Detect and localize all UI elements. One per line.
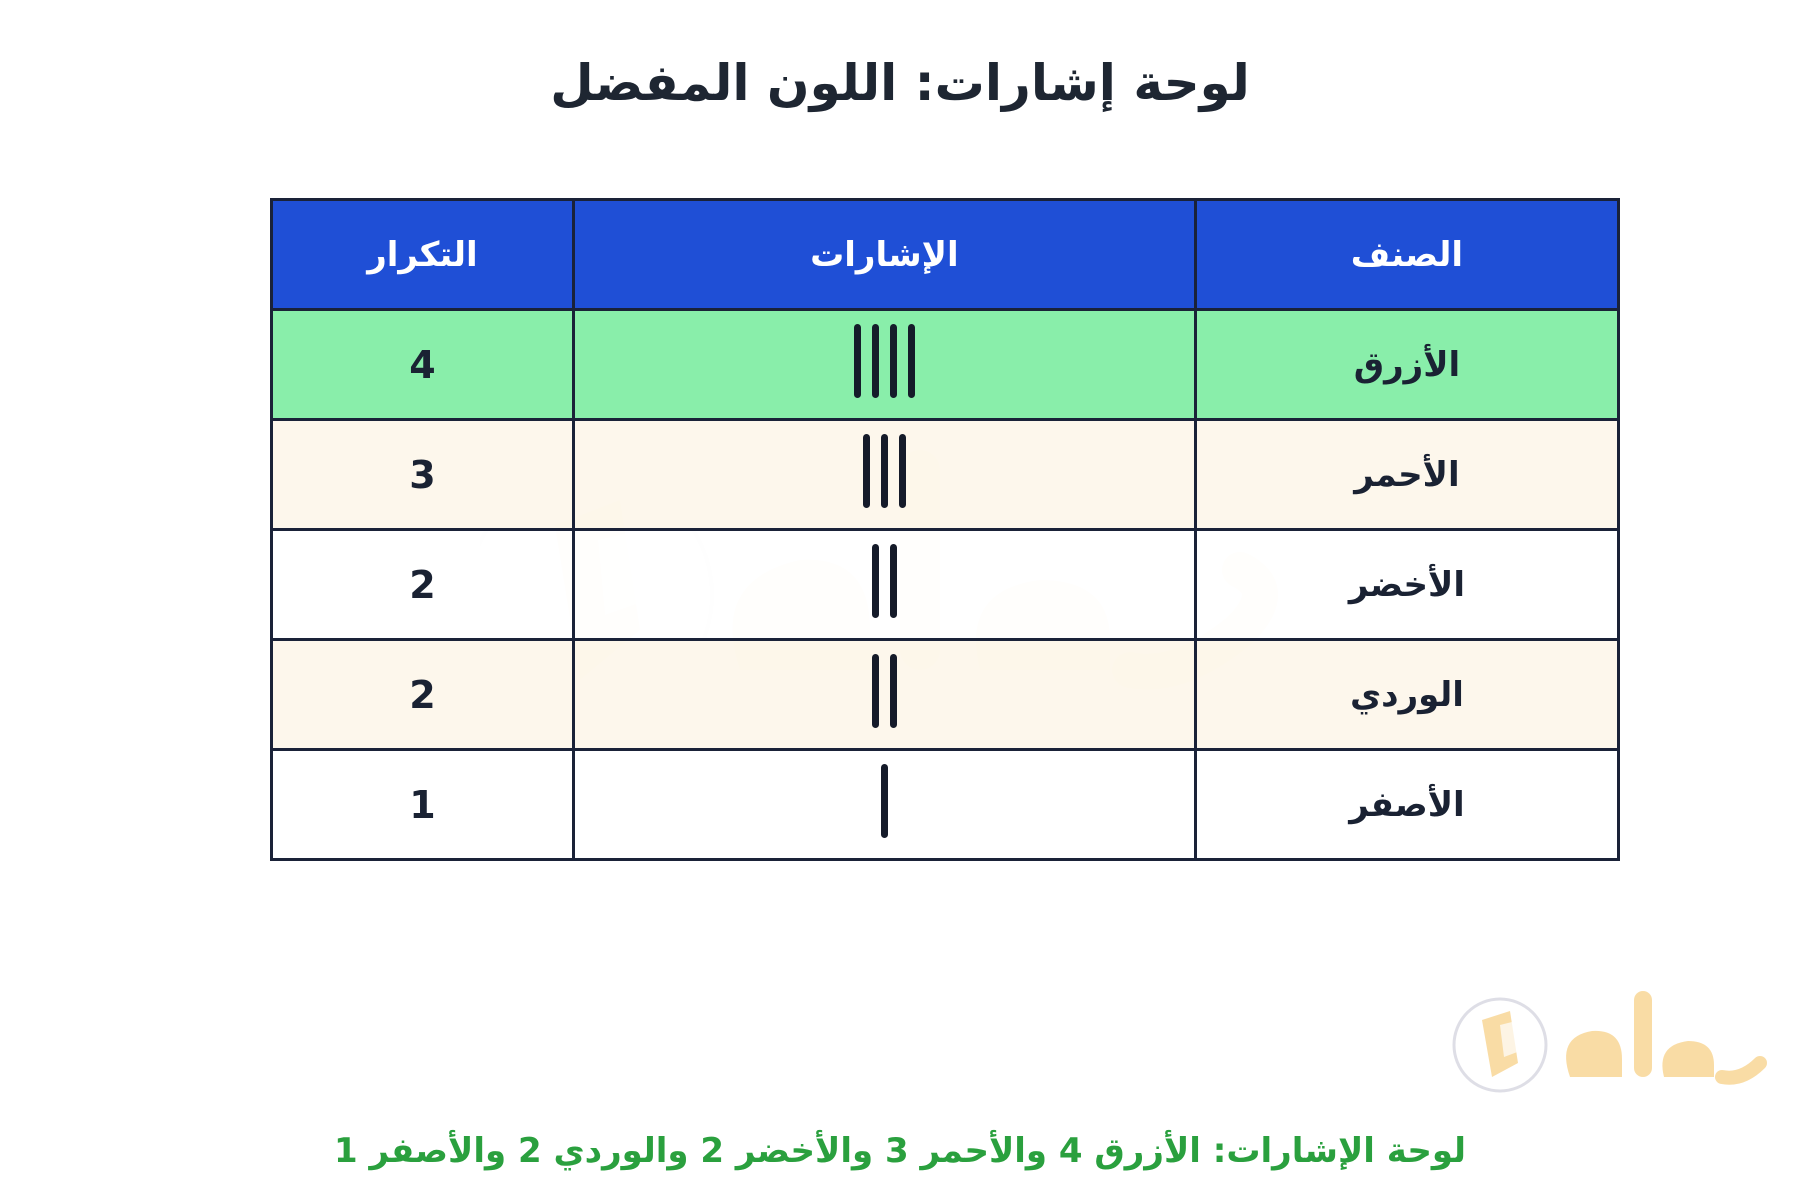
tally-marks [872,543,897,619]
tally-marks [881,763,888,839]
frequency-cell: 2 [272,640,574,750]
tally-mark [908,324,915,398]
table-row [272,530,1619,640]
tally-cell [573,640,1195,750]
tally-mark [881,434,888,508]
table-header-row [272,200,1619,310]
tally-cell [573,750,1195,860]
tally-mark [872,324,879,398]
tally-mark [890,324,897,398]
category-cell: الأصفر [1195,750,1618,860]
tally-mark [881,764,888,838]
header-tally: الإشارات [573,200,1195,310]
tally-mark [890,544,897,618]
summary-text: لوحة الإشارات: الأزرق 4 والأحمر 3 والأخضر 2 والوردي 2 والأصفر 1 [334,1131,1466,1171]
category-cell: الأحمر [1195,420,1618,530]
tally-mark [872,654,879,728]
category-cell: الأزرق [1195,310,1618,420]
table-row [272,750,1619,860]
tally-cell [573,310,1195,420]
frequency-cell: 4 [272,310,574,420]
tally-marks [872,653,897,729]
tally-mark [854,324,861,398]
corner-logo-icon [1452,985,1772,1100]
tally-mark [863,434,870,508]
frequency-cell: 2 [272,530,574,640]
category-cell: الوردي [1195,640,1618,750]
tally-cell [573,530,1195,640]
tally-marks [854,323,915,399]
header-category: الصنف [1195,200,1618,310]
page-title: لوحة إشارات: اللون المفضل [550,54,1250,112]
frequency-cell: 1 [272,750,574,860]
frequency-cell: 3 [272,420,574,530]
tally-mark [899,434,906,508]
header-frequency: التكرار [272,200,574,310]
table-row [272,420,1619,530]
table-row [272,310,1619,420]
table-row [272,640,1619,750]
category-cell: الأخضر [1195,530,1618,640]
tally-mark [872,544,879,618]
tally-table [270,198,1620,861]
tally-cell [573,420,1195,530]
tally-marks [863,433,906,509]
tally-mark [890,654,897,728]
